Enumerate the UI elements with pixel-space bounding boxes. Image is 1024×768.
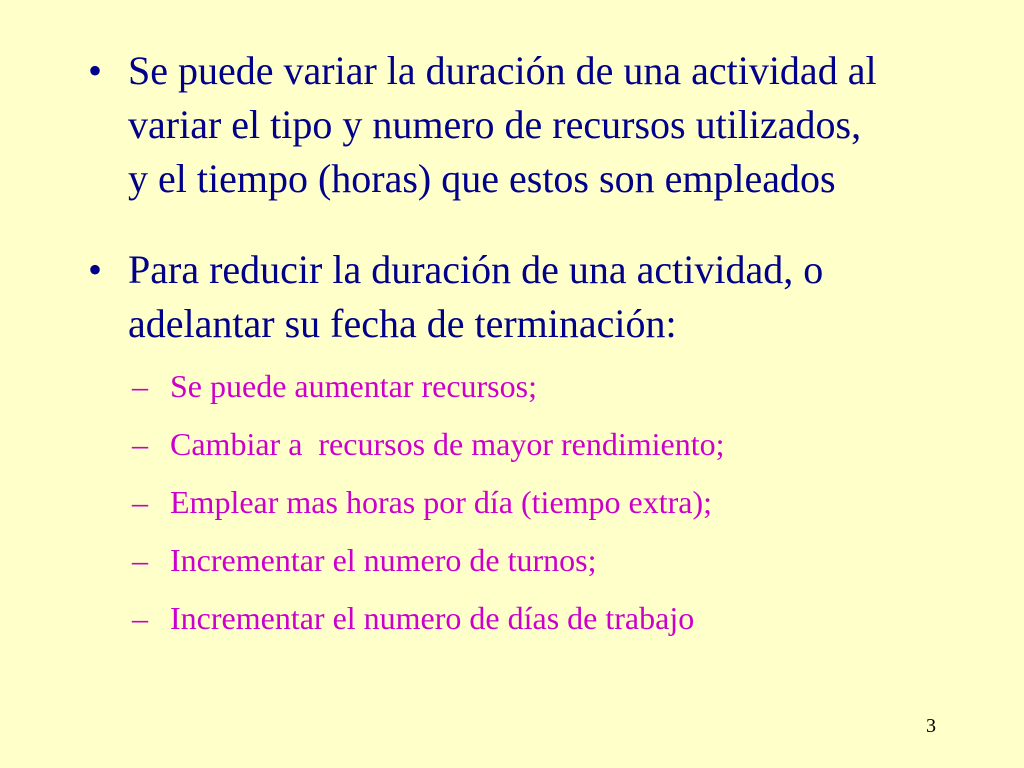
sub-bullet-item — [132, 540, 992, 580]
sub-bullet-marker: – — [132, 426, 148, 462]
bullet-text: Para reducir la duración de una actividad, o adelantar su fecha de terminación: — [128, 247, 824, 346]
sub-bullet-text: Cambiar a recursos de mayor rendimiento; — [170, 426, 725, 462]
bullet-item — [88, 44, 998, 206]
page-number: 3 — [926, 715, 936, 737]
bullet-marker: • — [88, 247, 103, 292]
sub-bullet-marker: – — [132, 600, 148, 636]
sub-bullet-item — [132, 424, 992, 464]
sub-bullet-marker: – — [132, 542, 148, 578]
sub-bullet-item — [132, 366, 992, 406]
sub-bullet-text: Se puede aumentar recursos; — [170, 368, 537, 404]
sub-bullet-text: Incrementar el numero de días de trabajo — [170, 600, 695, 636]
sub-bullet-item — [132, 482, 992, 522]
bullet-marker: • — [88, 48, 103, 93]
sub-bullet-marker: – — [132, 368, 148, 404]
sub-bullet-item — [132, 598, 992, 638]
sub-bullet-marker: – — [132, 484, 148, 520]
bullet-text: Se puede variar la duración de una actividad al variar el tipo y numero de recursos utilizados, y el tiempo (horas) que estos son empleados — [128, 48, 877, 201]
sub-bullet-text: Emplear mas horas por día (tiempo extra); — [170, 484, 713, 520]
bullet-item — [88, 243, 998, 351]
sub-bullet-text: Incrementar el numero de turnos; — [170, 542, 597, 578]
